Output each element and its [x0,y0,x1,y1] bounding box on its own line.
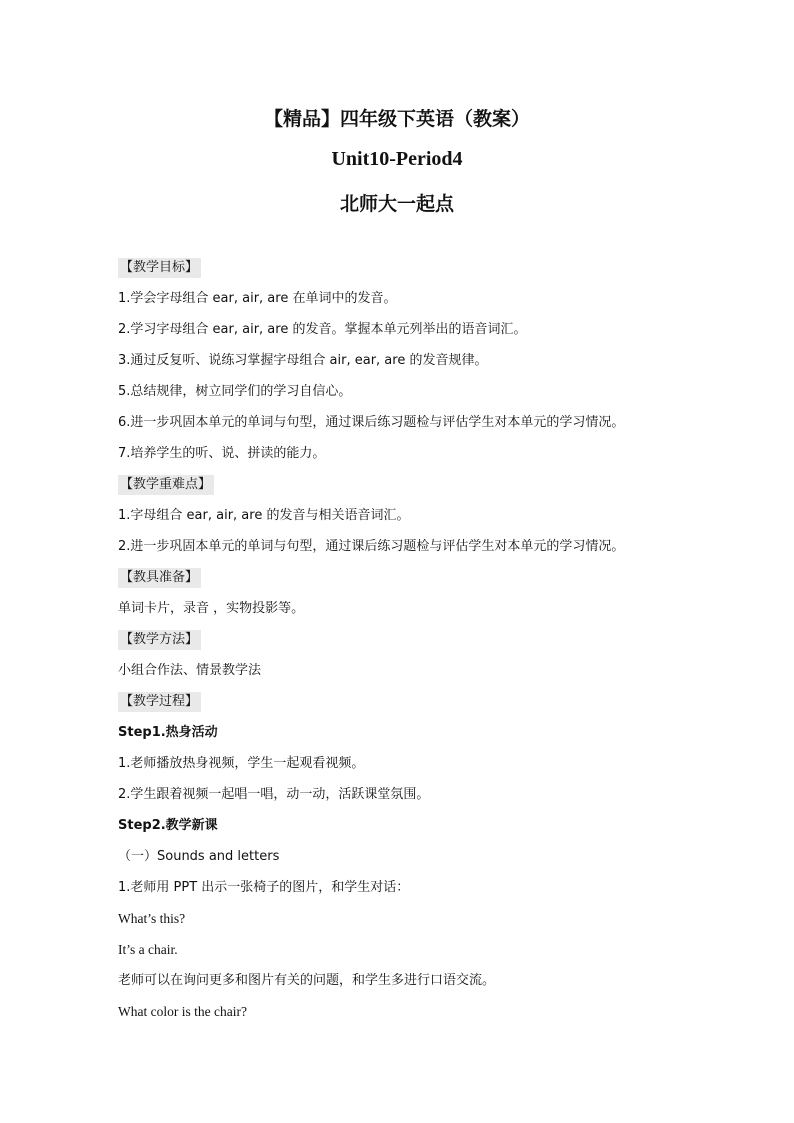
goals-heading: 【教学目标】 [118,258,201,278]
step2-subheading: （一）Sounds and letters [118,849,280,864]
materials-text: 单词卡片，录音 ，实物投影等。 [118,601,305,616]
materials-heading: 【教具准备】 [118,568,201,588]
goal-item: 5.总结规律，树立同学们的学习自信心。 [118,384,352,399]
unit-title: Unit10-Period4 [331,148,463,170]
document-body [118,258,698,1033]
key-point-item: 1.字母组合 ear, air, are 的发音与相关语音词汇。 [118,508,410,523]
goal-item: 6.进一步巩固本单元的单词与句型，通过课后练习题检与评估学生对本单元的学习情况。 [118,415,625,430]
step2-note: 老师可以在询问更多和图片有关的问题，和学生多进行口语交流。 [118,973,496,988]
step1-item: 2.学生跟着视频一起唱一唱，动一动，活跃课堂氛围。 [118,787,430,802]
goal-item: 3.通过反复听、说练习掌握字母组合 air, ear, are 的发音规律。 [118,353,488,368]
key-points-heading: 【教学重难点】 [118,475,214,495]
dialog-line: What’s this? [118,911,186,926]
step1-item: 1.老师播放热身视频，学生一起观看视频。 [118,756,365,771]
methods-heading: 【教学方法】 [118,630,201,650]
goal-item: 7.培养学生的听、说、拼读的能力。 [118,446,326,461]
publisher-title: 北师大一起点 [339,193,454,215]
process-heading: 【教学过程】 [118,692,201,712]
methods-text: 小组合作法、情景教学法 [118,663,262,678]
key-point-item: 2.进一步巩固本单元的单词与句型，通过课后练习题检与评估学生对本单元的学习情况。 [118,539,625,554]
step2-item: 1.老师用 PPT 出示一张椅子的图片，和学生对话： [118,880,410,895]
goal-item: 1.学会字母组合 ear, air, are 在单词中的发音。 [118,291,397,306]
dialog-line: It’s a chair. [118,942,178,957]
document-title: 【精品】四年级下英语（教案） [263,108,530,130]
goal-item: 2.学习字母组合 ear, air, are 的发音。掌握本单元列举出的语音词汇。 [118,322,527,337]
dialog-line: What color is the chair? [118,1004,247,1019]
step1-title: Step1.热身活动 [118,725,218,740]
step2-title: Step2.教学新课 [118,818,218,833]
